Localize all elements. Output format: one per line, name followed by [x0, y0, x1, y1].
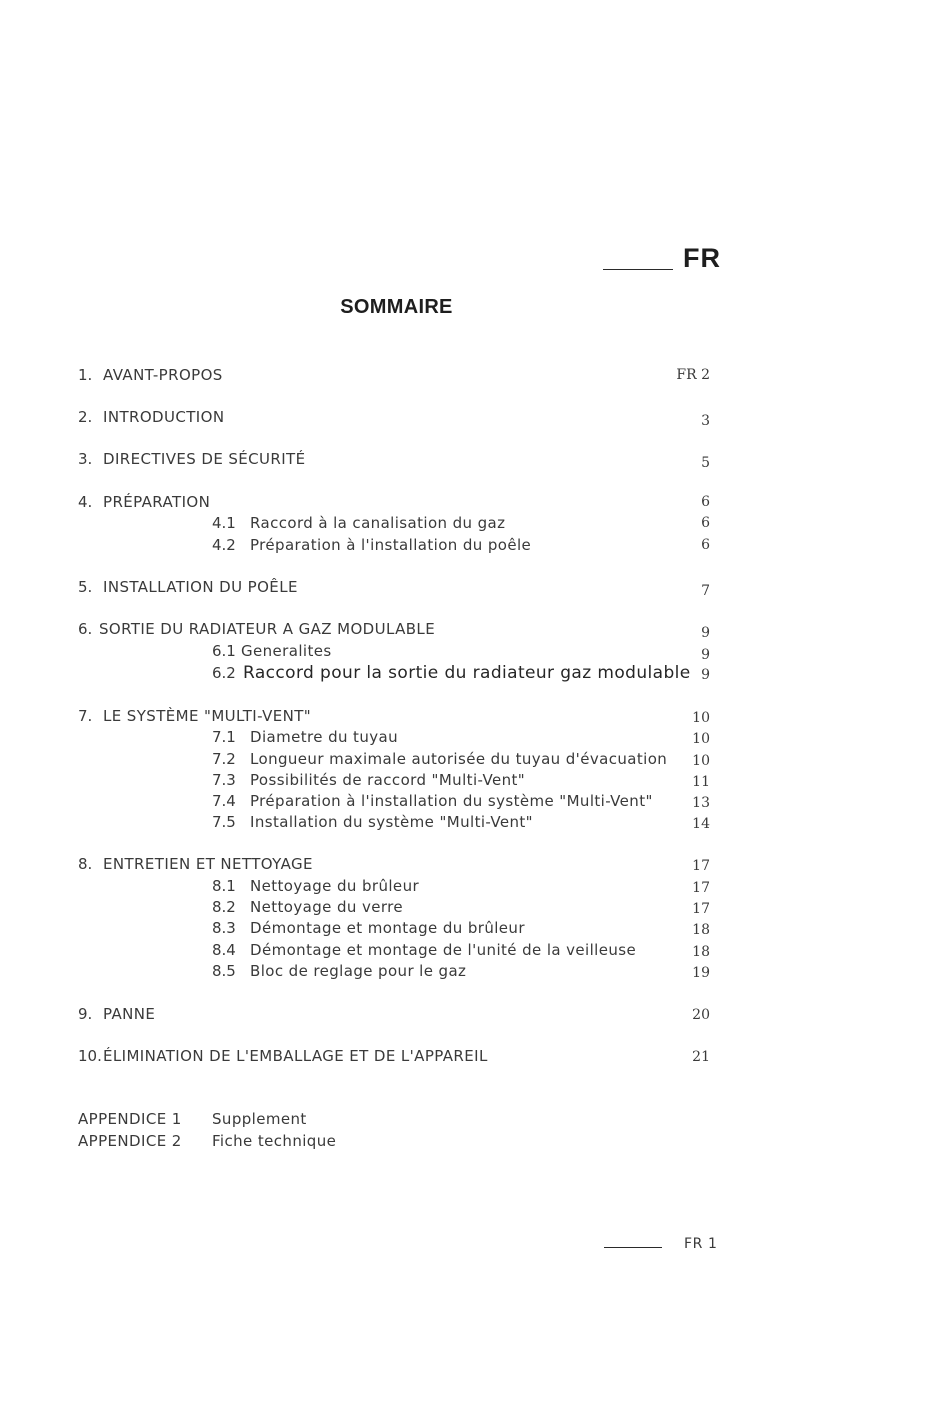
toc-entry-6-1 — [78, 640, 710, 662]
toc-entry-page: 5 — [701, 455, 710, 471]
toc-entry-number: 4.2 — [212, 536, 236, 554]
toc-entry-7-4 — [78, 790, 710, 812]
toc-entry-label: Préparation à l'installation du système "Multi-Vent" — [250, 792, 653, 810]
toc-entry-label: Possibilités de raccord "Multi-Vent" — [250, 771, 526, 789]
toc-entry-page: 6 — [701, 515, 710, 531]
toc-entry-8-4 — [78, 939, 710, 961]
page-number: FR 1 — [684, 1236, 718, 1252]
toc-entry-page: 19 — [692, 965, 710, 981]
toc-entry-page: 18 — [692, 922, 710, 938]
page-title: SOMMAIRE — [340, 296, 453, 318]
footer-rule — [604, 1247, 662, 1248]
toc-entry-6-2 — [78, 662, 710, 684]
toc-entry-label: ENTRETIEN ET NETTOYAGE — [103, 855, 313, 873]
toc-entry-7-3 — [78, 769, 710, 791]
toc-entry-number: 6.1 — [212, 642, 236, 660]
appendix-description: Supplement — [212, 1110, 307, 1128]
toc-entry-page: 9 — [701, 667, 710, 683]
toc-entry-number: 7.2 — [212, 750, 236, 768]
toc-entry-4 — [78, 491, 710, 513]
toc-entry-7 — [78, 705, 710, 727]
toc-entry-label: SORTIE DU RADIATEUR A GAZ MODULABLE — [99, 620, 436, 638]
toc-entry-page: 9 — [701, 647, 710, 663]
toc-entry-label: PANNE — [103, 1005, 156, 1023]
toc-entry-number: 9. — [78, 1005, 93, 1023]
toc-entry-page: FR 2 — [676, 367, 710, 383]
toc-entry-number: 8.3 — [212, 919, 236, 937]
toc-entry-number: 6.2 — [212, 664, 236, 682]
toc-entry-label: Raccord à la canalisation du gaz — [250, 514, 506, 532]
toc-entry-label: Démontage et montage du brûleur — [250, 919, 525, 937]
appendix-name: APPENDICE 1 — [78, 1110, 182, 1128]
toc-entry-label: Préparation à l'installation du poêle — [250, 536, 532, 554]
toc-entry-8-3 — [78, 917, 710, 939]
toc-entry-number: 5. — [78, 578, 93, 596]
toc-entry-3 — [78, 448, 710, 470]
toc-entry-page: 18 — [692, 944, 710, 960]
toc-entry-label: INTRODUCTION — [103, 408, 225, 426]
toc-entry-page: 6 — [701, 537, 710, 553]
toc-entry-label: Bloc de reglage pour le gaz — [250, 962, 467, 980]
toc-entry-number: 7. — [78, 707, 93, 725]
toc-entry-label: AVANT-PROPOS — [103, 366, 223, 384]
toc-entry-4-2 — [78, 534, 710, 556]
toc-entry-number: 7.5 — [212, 813, 236, 831]
toc-entry-label: PRÉPARATION — [103, 493, 211, 511]
toc-entry-page: 14 — [692, 816, 710, 832]
toc-entry-number: 2. — [78, 408, 93, 426]
toc-entry-number: 3. — [78, 450, 93, 468]
toc-entry-label: Raccord pour la sortie du radiateur gaz modulable — [243, 663, 691, 683]
toc-entry-number: 4. — [78, 493, 93, 511]
toc-entry-2 — [78, 406, 710, 428]
toc-entry-page: 21 — [692, 1049, 710, 1065]
language-rule — [603, 269, 673, 270]
toc-entry-number: 1. — [78, 366, 93, 384]
toc-entry-page: 3 — [701, 413, 710, 429]
language-marker — [603, 245, 721, 272]
language-code: FR — [683, 243, 721, 273]
toc-entry-8-1 — [78, 875, 710, 897]
toc-entry-page: 10 — [692, 731, 710, 747]
toc-entry-label: Longueur maximale autorisée du tuyau d'évacuation — [250, 750, 668, 768]
toc-entry-7-1 — [78, 726, 710, 748]
toc-entry-page: 13 — [692, 795, 710, 811]
toc-entry-label: Démontage et montage de l'unité de la veilleuse — [250, 941, 637, 959]
toc-entry-8-2 — [78, 896, 710, 918]
toc-entry-label: Diametre du tuyau — [250, 728, 399, 746]
toc-entry-label: Nettoyage du verre — [250, 898, 404, 916]
page-footer — [604, 1236, 718, 1252]
toc-entry-number: 8.4 — [212, 941, 236, 959]
toc-entry-number: 7.1 — [212, 728, 236, 746]
toc-entry-page: 11 — [692, 774, 710, 790]
toc-entry-number: 8.2 — [212, 898, 236, 916]
toc-entry-page: 10 — [692, 710, 710, 726]
toc-entry-1 — [78, 364, 710, 386]
toc-entry-number: 6. — [78, 620, 93, 638]
toc-entry-page: 6 — [701, 494, 710, 510]
toc-entry-number: 8. — [78, 855, 93, 873]
toc-entry-label: Installation du système "Multi-Vent" — [250, 813, 533, 831]
toc-entry-9 — [78, 1003, 710, 1025]
toc-entry-page: 20 — [692, 1007, 710, 1023]
toc-entry-label: LE SYSTÈME "MULTI-VENT" — [103, 707, 312, 725]
toc-entry-page: 17 — [692, 901, 710, 917]
toc-entry-page: 10 — [692, 753, 710, 769]
toc-entry-number: 8.5 — [212, 962, 236, 980]
toc-entry-label: DIRECTIVES DE SÉCURITÉ — [103, 450, 306, 468]
toc-entry-number: 7.3 — [212, 771, 236, 789]
toc-entry-page: 17 — [692, 880, 710, 896]
toc-entry-number: 8.1 — [212, 877, 236, 895]
toc-entry-7-2 — [78, 748, 710, 770]
appendix-description: Fiche technique — [212, 1132, 337, 1150]
appendix-name: APPENDICE 2 — [78, 1132, 182, 1150]
toc-entry-number: 10. — [78, 1047, 102, 1065]
toc-entry-6 — [78, 618, 710, 640]
toc-entry-page: 7 — [701, 583, 710, 599]
toc-entry-8-5 — [78, 960, 710, 982]
toc-entry-4-1 — [78, 512, 710, 534]
toc-entry-8 — [78, 853, 710, 875]
toc-entry-number: 4.1 — [212, 514, 236, 532]
toc-entry-5 — [78, 576, 710, 598]
toc-entry-10 — [78, 1045, 710, 1067]
toc-entry-label: ÉLIMINATION DE L'EMBALLAGE ET DE L'APPAREIL — [103, 1047, 488, 1065]
toc-entry-label: Generalites — [241, 642, 332, 660]
toc-entry-label: Nettoyage du brûleur — [250, 877, 420, 895]
toc-entry-number: 7.4 — [212, 792, 236, 810]
toc-entry-7-5 — [78, 811, 710, 833]
toc-entry-page: 9 — [701, 625, 710, 641]
toc-entry-page: 17 — [692, 858, 710, 874]
toc-entry-label: INSTALLATION DU POÊLE — [103, 578, 298, 596]
